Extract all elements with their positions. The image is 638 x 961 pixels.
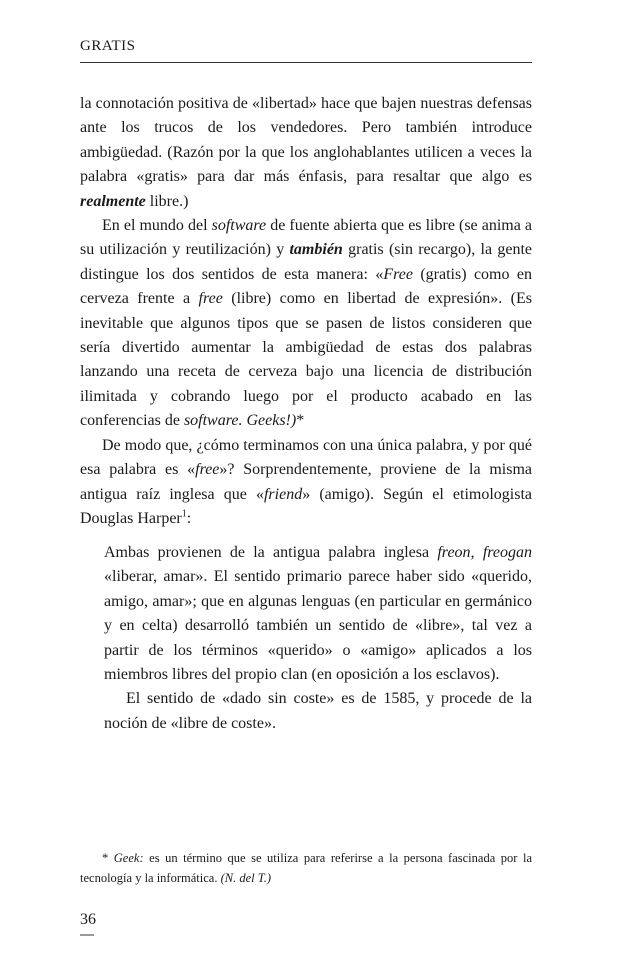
text-run: libre.) — [145, 192, 189, 210]
quote-paragraph — [104, 541, 532, 687]
text-run: » (amigo). Según el etimologista Douglas Harper — [80, 485, 532, 527]
text-run: (N. del T.) — [220, 871, 272, 885]
page-number: 36 — [80, 911, 96, 928]
text-run: freon, freogan — [437, 544, 532, 561]
page-mark — [80, 934, 94, 936]
text-run: software — [211, 217, 267, 235]
text-run: de fuente abierta que es libre (se anima a su utilización y reutilización) y — [80, 217, 533, 259]
block-quote — [104, 541, 532, 736]
paragraph — [80, 214, 532, 434]
text-run: El sentido de «dado sin coste» es de 1585, y procede de la noción de «libre de coste». — [104, 690, 532, 732]
quote-paragraph — [104, 687, 532, 736]
text-run: 1 — [181, 508, 187, 520]
text-run: software. Geeks!) — [183, 412, 297, 430]
text-run: Ambas provienen de la antigua palabra inglesa — [104, 544, 438, 561]
text-run: De modo que, ¿cómo terminamos con una única palabra, y por qué esa palabra es « — [80, 436, 532, 479]
body-text — [80, 92, 532, 531]
text-run: * — [296, 412, 305, 430]
text-run: Geek: — [113, 851, 144, 865]
text-run: (libre) como en libertad de expresión». (Es inevitable que algunos tipos que se pasen de listos consideren que sería divertido aumentar la ambigüedad de estas dos palabras lanzando una receta de cerveza bajo una licencia de distribución ilimitada y cobrando luego por el producto acabado en las conferencias de — [80, 290, 532, 430]
text-run: es un término que se utiliza para referirse a la persona fascinada por la tecnología y la informática. — [80, 851, 532, 885]
text-run: realmente — [80, 192, 146, 210]
text-run: friend — [263, 485, 303, 503]
header-rule — [80, 62, 532, 63]
text-run: : — [186, 509, 192, 527]
text-run: »? Sorprendentemente, proviene de la misma antigua raíz inglesa que « — [80, 461, 532, 503]
text-run: «liberar, amar». El sentido primario parece haber sido «querido, amigo, amar»; que en algunas lenguas (en particular en germánico y en celta) desarrolló también un sentido de «libre», tal vez a partir de los términos «querido» o «amigo» aplicados a los miembros libres del propio clan (en oposición a los esclavos). — [104, 568, 532, 684]
text-run: En el mundo del — [102, 217, 212, 235]
text-run: free — [195, 461, 220, 479]
paragraph — [80, 434, 532, 532]
text-run: la connotación positiva de «libertad» hace que bajen nuestras defensas ante los trucos de los vendedores. Pero también introduce ambigüedad. (Razón por la que los anglohablantes utilicen a veces la palabra «gratis» para dar más énfasis, para resaltar que algo es — [80, 95, 532, 186]
footnote — [80, 848, 532, 888]
text-run: (gratis) como en cerveza frente a — [80, 265, 532, 308]
text-run: gratis (sin recargo), la gente distingue los dos sentidos de esta manera: « — [80, 241, 533, 283]
text-run: también — [289, 241, 343, 259]
text-run: free — [198, 290, 223, 308]
footnote-paragraph — [80, 848, 532, 888]
text-run: * — [102, 851, 114, 865]
text-run: Free — [383, 265, 413, 283]
running-head: GRATIS — [80, 38, 136, 54]
paragraph — [80, 92, 532, 214]
